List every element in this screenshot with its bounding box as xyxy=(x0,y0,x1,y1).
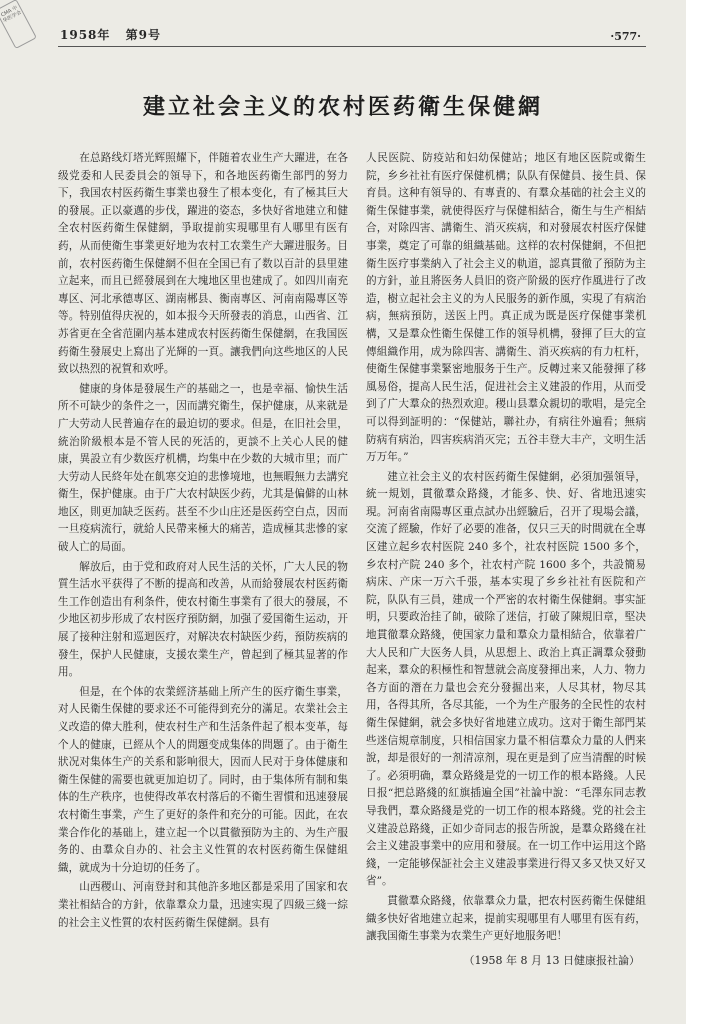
right-column xyxy=(366,150,646,969)
header-year: 1958年 xyxy=(60,28,111,42)
article-title: 建立社会主义的农村医药衛生保健網 xyxy=(142,94,543,120)
page-number: ·577· xyxy=(610,30,641,43)
header-issue: 第9号 xyxy=(125,28,161,42)
paragraph: 在总路线灯塔光辉照耀下，伴随着农业生产大躍进，在各级党委和人民委員会的領导下，和各地医药衛生部門的努力下，我国农村医药衛生事業也發生了根本变化，有了極其巨大的發展。正以豪邁的步伐，躍进的姿态，多快好省地建立和健全农村医药衛生保健網，爭取提前实現哪里有人哪里有医有药，从而使衛生事業更好地为农村工农業生产大躍进服务。目前，农村医药衛生保健網不但在全国已有了数以百計的县里建立起来，而且已經發展到在大塊地区里也建成了。如四川南充專区、河北承德專区、湖南郴县、衡南專区、河南南陽專区等等。特别值得庆祝的，如本报今天所發表的消息，山西省、江苏省更在全省范圍内基本建成农村医药衛生保健網，在我国医药衛生發展史上寫出了光輝的一頁。讓我們向这些地区的人民致以热烈的祝賀和欢呼。 xyxy=(58,152,348,376)
library-stamp xyxy=(0,0,37,49)
paragraph: 貫徹羣众路綫，依靠羣众力量，把农村医药衛生保健組織多快好省地建立起来，提前实現哪里有人哪里有医有药，讓我国衛生事業为农業生产更好地服务吧！ xyxy=(366,894,646,943)
paragraph: 人民医院、防疫站和妇幼保健站；地区有地区医院或衛生院，乡乡社社有医疗保健机構；队队有保健員、接生員、保育員。这种有領导的、有專責的、有羣众基础的社会主义的衛生保健事業，就使得医疗与保健相結合，衛生与生产相結合，对除四害、講衛生、消灭疾病，和对發展农村医疗保健事業，奠定了可靠的組織基础。这样的农村保健網，不但把衛生医疗事業納入了社会主义的軌道，認真貫徹了預防为主的方針，並且將医务人員旧的资产阶級的医疗作風进行了改造，樹立起社会主义的为人民服务的新作風，实現了有病治病，無病預防，送医上門。真正成为既是医疗保健事業机構，又是羣众性衛生保健工作的領导机構，發揮了巨大的宣傳組織作用，成为除四害、講衛生、消灭疾病的有力杠杆，使衛生保健事業緊密地服务于生产。反轉过来又能發揮了移風易俗，提高人民生活，促进社会主义建設的作用，从而受到了广大羣众的热烈欢迎。稷山县羣众親切的歌唱，是完全可以得到証明的：“保健站，聯社办，有病往外遍看；無病防病有病治，四害疾病消灭完；五谷丰登大丰产，文明生活万万年。” xyxy=(366,152,646,464)
running-header xyxy=(60,26,171,43)
stamp-text: CMA 中华医学会 xyxy=(0,4,23,25)
paragraph: 建立社会主义的农村医药衛生保健網，必須加强領导，統一規划，貫徹羣众路綫，才能多、快、好、省地迅速实現。河南省南陽專区重点試办出經驗后，召开了現場会議，交流了經驗，作好了必要的准备，仅只三天的时間就在全專区建立起乡农村医院 240 多个，社农村医院 1500 多个，乡农村产院 240 多个，社农村产院 1600 多个，共設簡易病床、产床一万六千張，基本实現了乡乡社社有医院和产院，队队有三員，建成一个严密的农村衛生保健網。事实証明，只要政治挂了帥，破除了迷信，打破了陳規旧章，堅决地貫徹羣众路綫，使国家力量和羣众力量相結合，依靠着广大人民和广大医务人員，从思想上、政治上真正調羣众發動起来，羣众的积極性和智慧就会高度發揮出来，人力、物力各方面的潛在力量也会充分發掘出来，人尽其材，物尽其用，各得其所，各尽其能，一个为生产服务的全民性的农村衛生保健網，就会多快好省地建立成功。这对于衛生部門某些迷信規章制度，只相信国家力量不相信羣众力量的人們来說，却是很好的一剂清凉剂，現在更是到了应当清醒的时候了。必須明确，羣众路綫是党的一切工作的根本路綫。人民日报“把总路綫的紅旗插遍全国”社論中說：“毛澤东同志教导我們，羣众路綫是党的一切工作的根本路綫。党的社会主义建設总路綫，正如少奇同志的报告所說，是羣众路綫在社会主义建設事業中的应用和發展。在一切工作中运用这个路綫，一定能够保証社会主义建設事業进行得又多又快又好又省”。 xyxy=(366,470,646,888)
source-note: （1958 年 8 月 13 日健康报社論） xyxy=(463,953,640,967)
paragraph: 山西稷山、河南登封和其他許多地区都是采用了国家和农業社相結合的方針，依靠羣众力量，迅速实現了四級三綫一綜的社会主义性質的农村医药衛生保健網。县有 xyxy=(58,881,348,929)
left-column xyxy=(58,150,348,934)
paragraph: 解放后，由于党和政府对人民生活的关怀，广大人民的物質生活水平获得了不断的提高和改善，从而給發展农村医药衛生工作创造出有利条件，使农村衛生事業有了很大的發展，不少地区初步形成了农村医疗預防網，加强了爱国衛生运动，开展了接种注射和巡迴医疗，对解决农村缺医少药，預防疾病的發生，保护人民健康，支援农業生产，曾起到了極其显著的作用。 xyxy=(58,560,348,679)
paragraph: 但是，在个体的农業經济基础上所产生的医疗衛生事業，对人民衛生保健的要求还不可能得到充分的滿足。农業社会主义改造的偉大胜利，使农村生产和生活条件起了根本变革，每个人的健康，已經从个人的問題变成集体的問題了。由于衛生狀况对集体生产的关系和影响很大，因而人民对于身体健康和衛生保健的需要也就更加迫切了。同时，由于集体所有制和集体的生产秩序，也使得改革农村落后的不衛生習慣和迅速發展农村衛生事業，产生了更好的条件和充分的可能。因此，在农業合作化的基础上，建立起一个以貫徹預防为主的、为生产服务的、由羣众自办的、社会主义性質的农村医药衛生保健組織，就成为十分迫切的任务了。 xyxy=(58,685,348,874)
paragraph: 健康的身体是發展生产的基础之一，也是幸福、愉快生活所不可缺少的条件之一，因而講究衛生，保护健康，从来就是广大劳动人民普遍存在的最迫切的要求。但是，在旧社会里，統治阶級根本是不管人民的死活的，更談不上关心人民的健康，異設立有少数医疗机構，均集中在少数的大城市里；而广大劳动人民終年处在飢寒交迫的悲慘境地，也無暇無力去講究衛生，保护健康。由于广大农村缺医少药，尤其是偏僻的山林地区，則更加缺乏医药。甚至不少山庄还是医药空白点，因而一旦疫病流行，就給人民帶来極大的痛苦，造成極其悲慘的家破人亡的局面。 xyxy=(58,382,348,554)
header-rule xyxy=(58,46,646,47)
